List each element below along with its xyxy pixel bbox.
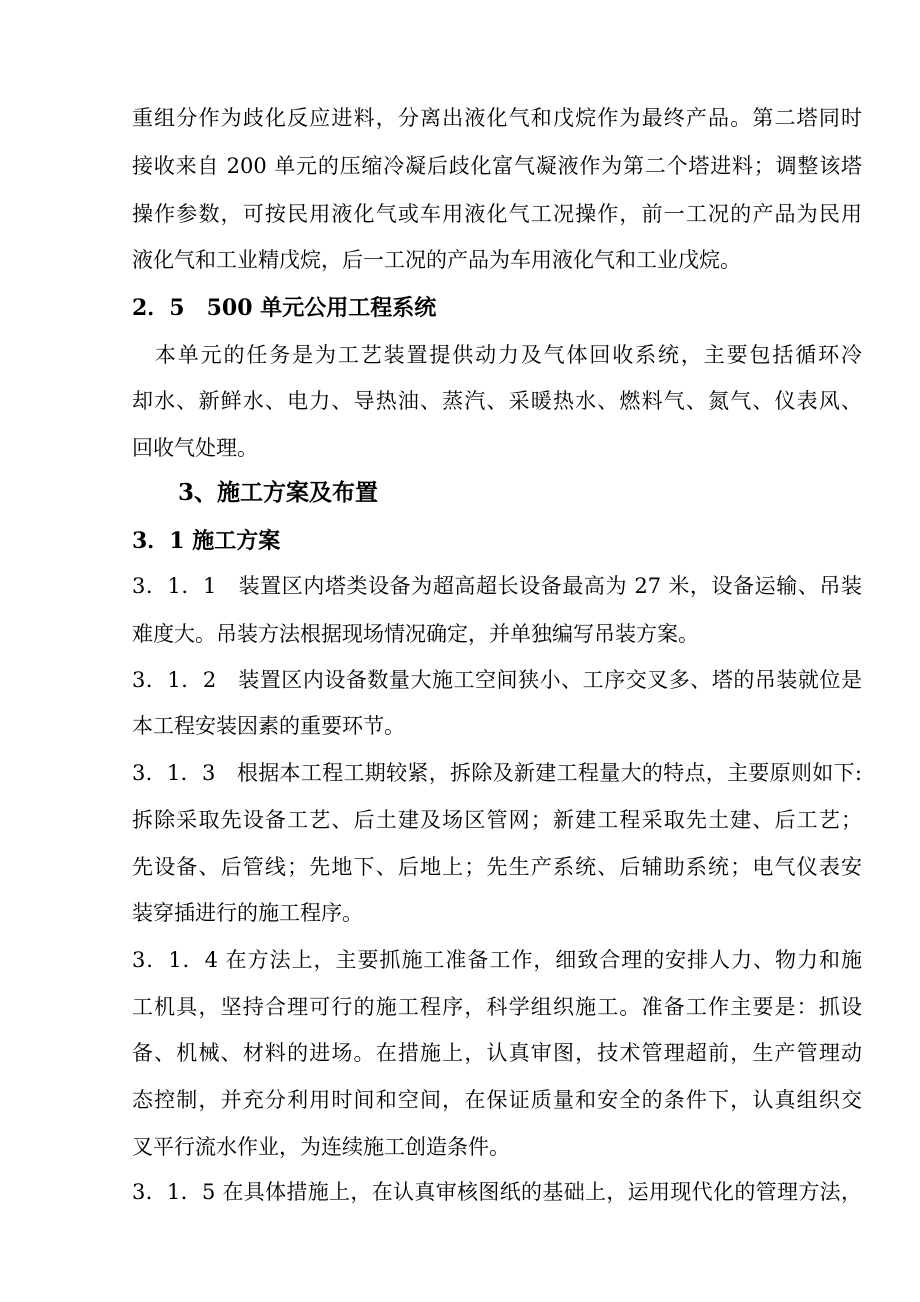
text-line: 装穿插进行的施工程序。 bbox=[132, 901, 363, 925]
text-line: 叉平行流水作业，为连续施工创造条件。 bbox=[132, 1135, 510, 1159]
text-line: 回收气处理。 bbox=[132, 436, 258, 460]
text-line: 备、机械、材料的进场。在措施上，认真审图，技术管理超前，生产管理动 bbox=[132, 1041, 862, 1065]
text-line: 拆除采取先设备工艺、后土建及场区管网；新建工程采取先土建、后工艺； bbox=[132, 808, 862, 832]
chapter-heading-3: 3、施工方案及布置 bbox=[178, 479, 379, 506]
text-line: 先设备、后管线；先地下、后地上；先生产系统、后辅助系统；电气仪表安 bbox=[132, 855, 862, 879]
text-line: 本工程安装因素的重要环节。 bbox=[132, 714, 405, 738]
text-line: 工机具，坚持合理可行的施工程序，科学组织施工。准备工作主要是：抓设 bbox=[132, 995, 862, 1019]
text-line: 3．1．2 装置区内设备数量大施工空间狭小、工序交叉多、塔的吊装就位是 bbox=[132, 668, 862, 692]
text-line: 液化气和工业精戊烷，后一工况的产品为车用液化气和工业戊烷。 bbox=[132, 248, 741, 272]
text-line: 操作参数，可按民用液化气或车用液化气工况操作，前一工况的产品为民用 bbox=[132, 202, 862, 226]
text-line: 本单元的任务是为工艺装置提供动力及气体回收系统，主要包括循环冷 bbox=[132, 343, 862, 367]
text-line: 3．1．4 在方法上，主要抓施工准备工作，细致合理的安排人力、物力和施 bbox=[132, 948, 862, 972]
text-line: 3．1．1 装置区内塔类设备为超高超长设备最高为 27 米，设备运输、吊装 bbox=[132, 574, 862, 598]
text-line: 却水、新鲜水、电力、导热油、蒸汽、采暖热水、燃料气、氮气、仪表风、 bbox=[132, 389, 862, 413]
text-line: 难度大。吊装方法根据现场情况确定，并单独编写吊装方案。 bbox=[132, 622, 699, 646]
text-line: 3．1．5 在具体措施上，在认真审核图纸的基础上，运用现代化的管理方法， bbox=[132, 1180, 862, 1204]
section-heading-3-1: 3．1 施工方案 bbox=[132, 528, 281, 554]
text-line: 3．1．3 根据本工程工期较紧，拆除及新建工程量大的特点，主要原则如下: bbox=[132, 761, 862, 785]
text-line: 态控制，并充分利用时间和空间，在保证质量和安全的条件下，认真组织交 bbox=[132, 1088, 862, 1112]
section-heading-2-5: 2．5 500 单元公用工程系统 bbox=[132, 295, 437, 321]
text-line: 接收来自 200 单元的压缩冷凝后歧化富气凝液作为第二个塔进料；调整该塔 bbox=[132, 154, 862, 178]
text-line: 重组分作为歧化反应进料，分离出液化气和戊烷作为最终产品。第二塔同时 bbox=[132, 106, 862, 130]
